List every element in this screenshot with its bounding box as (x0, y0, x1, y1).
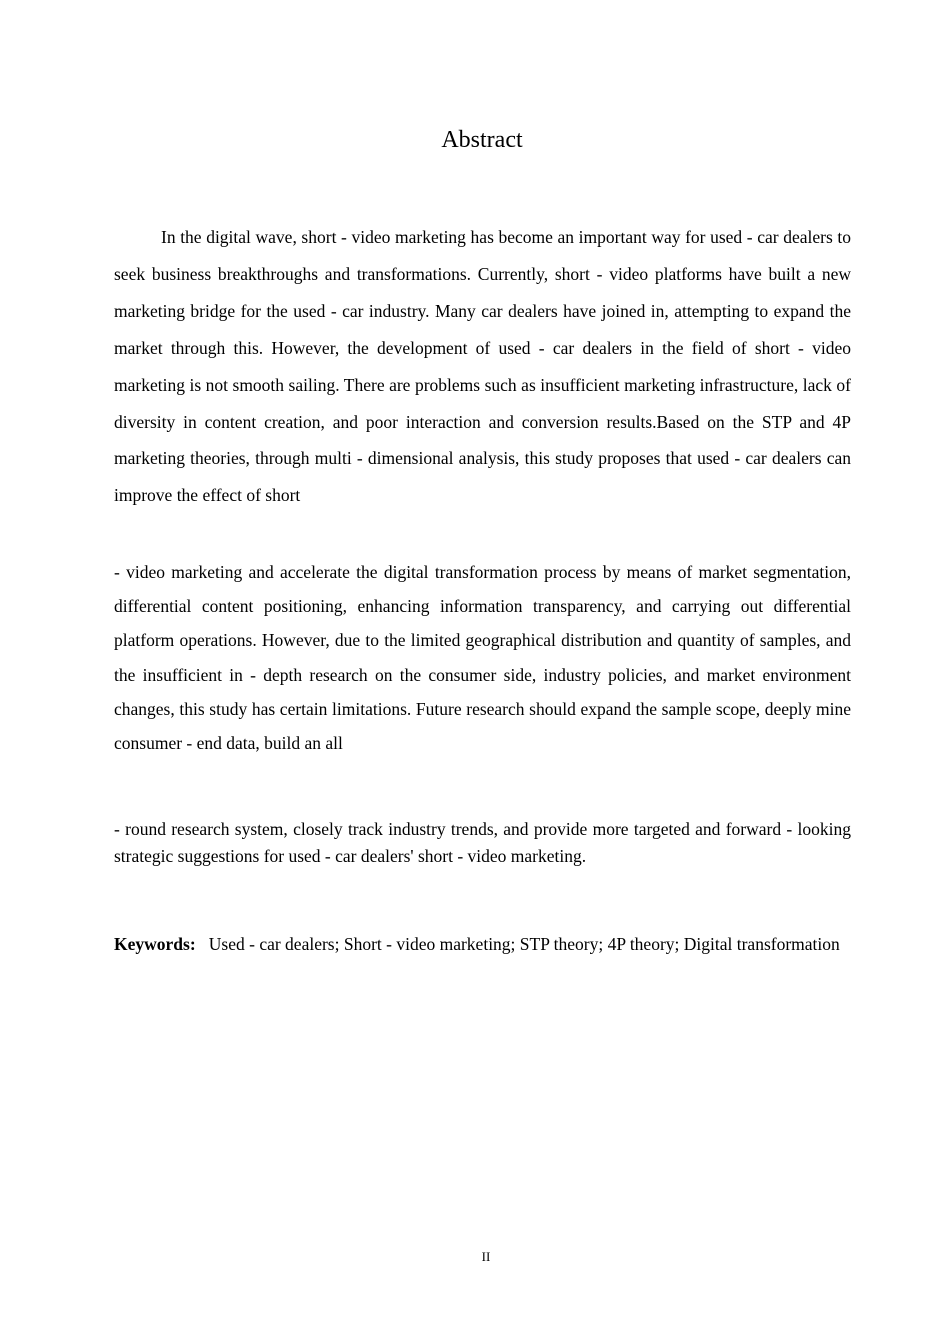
abstract-title: Abstract (441, 127, 523, 153)
page-number: II (481, 1249, 491, 1264)
abstract-paragraph-3: - round research system, closely track industry trends, and provide more targeted and forward - looking strategic suggestions for used - car dealers' short - video marketing. (114, 819, 851, 866)
keywords-label: Keywords: (114, 934, 196, 954)
keywords-text: Used - car dealers; Short - video marketing; STP theory; 4P theory; Digital transformation (208, 934, 840, 954)
abstract-paragraph-1: In the digital wave, short - video marketing has become an important way for used - car dealers to seek business breakthroughs and transformations. Currently, short - video platforms have built a new marketing bridge for the used - car industry. Many car dealers have joined in, attempting to expand the market through this. However, the development of used - car dealers in the field of short - video marketing is not smooth sailing. There are problems such as insufficient marketing infrastructure, lack of diversity in content creation, and poor interaction and conversion results.Based on the STP and 4P marketing theories, through multi - dimensional analysis, this study proposes that used - car dealers can improve the effect of short (114, 227, 851, 506)
abstract-paragraph-2: - video marketing and accelerate the digital transformation process by means of market segmentation, differential content positioning, enhancing information transparency, and carrying out differential platform operations. However, due to the limited geographical distribution and quantity of samples, and the insufficient in - depth research on the consumer side, industry policies, and market environment changes, this study has certain limitations. Future research should expand the sample scope, deeply mine consumer - end data, build an all (114, 562, 851, 754)
keywords-line (114, 927, 851, 961)
